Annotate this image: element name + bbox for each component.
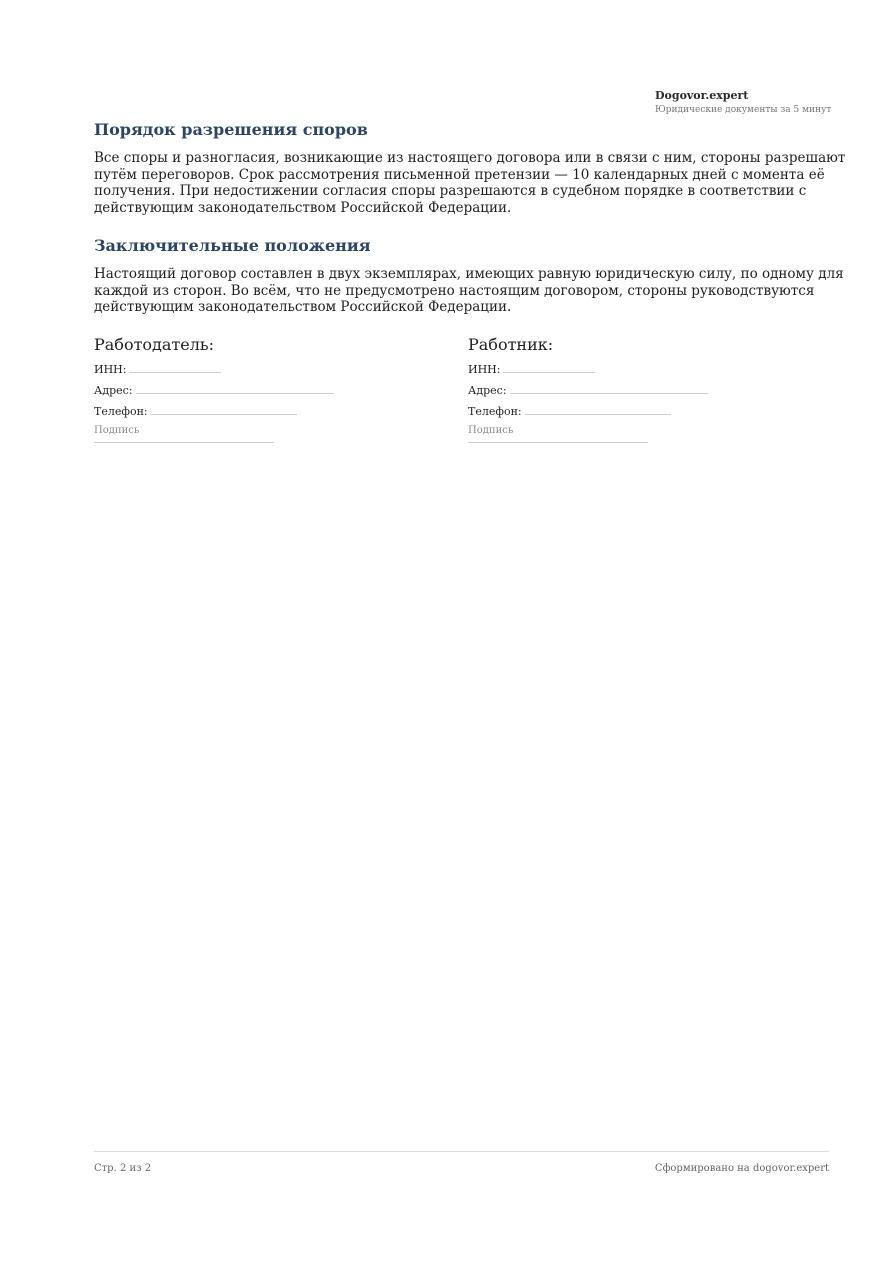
- employer-address-label: Адрес:: [94, 383, 133, 397]
- section-text-disputes: Все споры и разногласия, возникающие из настоящего договора или в связи с ним, стороны разрешают путём переговоров. Срок рассмотрения письменной претензии — 10 календарных дней с момента её получения. При недостижении согласия споры разрешаются в судебном порядке в соответствии с действующим законодательством Российской Федерации.: [94, 150, 846, 216]
- employer-details: [94, 334, 434, 443]
- section-title-final-provisions: Заключительные положения: [94, 236, 371, 255]
- employer-address-field: [94, 379, 434, 400]
- employee-signature-label: Подпись: [468, 424, 514, 436]
- signature-block: [94, 334, 874, 464]
- brand-tagline: Юридические документы за 5 минут: [655, 105, 832, 115]
- generated-by-note: Сформировано на dogovor.expert: [654, 1163, 829, 1174]
- employee-address-field: [468, 379, 808, 400]
- brand-block: [655, 88, 855, 117]
- section-title-disputes: Порядок разрешения споров: [94, 120, 368, 139]
- brand-name: Dogovor.expert: [655, 89, 749, 102]
- employee-title: Работник:: [468, 334, 554, 354]
- employee-inn-field: [468, 358, 808, 379]
- section-text-final-provisions: Настоящий договор составлен в двух экземплярах, имеющих равную юридическую силу, по одному для каждой из сторон. Во всём, что не предусмотрено настоящим договором, стороны руководствуются действующим законодательством Российской Федерации.: [94, 266, 844, 315]
- page-number: Стр. 2 из 2: [94, 1163, 152, 1174]
- employee-phone-blank: [525, 400, 671, 415]
- employee-phone-field: [468, 400, 808, 421]
- employee-inn-blank: [503, 358, 595, 373]
- employer-inn-field: [94, 358, 434, 379]
- employer-title: Работодатель:: [94, 334, 215, 354]
- employee-address-blank: [510, 379, 708, 394]
- document-body: [94, 118, 874, 464]
- employer-phone-label: Телефон:: [94, 404, 148, 418]
- employee-inn-label: ИНН:: [468, 362, 501, 376]
- employer-phone-blank: [151, 400, 297, 415]
- employee-signature-line: [468, 440, 648, 443]
- employee-address-label: Адрес:: [468, 383, 507, 397]
- employer-signature-label: Подпись: [94, 424, 140, 436]
- employer-phone-field: [94, 400, 434, 421]
- employer-signature-line: [94, 440, 274, 443]
- employer-inn-label: ИНН:: [94, 362, 127, 376]
- employee-phone-label: Телефон:: [468, 404, 522, 418]
- page-footer: [94, 1151, 829, 1176]
- employee-details: [468, 334, 808, 443]
- employer-inn-blank: [129, 358, 221, 373]
- employer-address-blank: [136, 379, 334, 394]
